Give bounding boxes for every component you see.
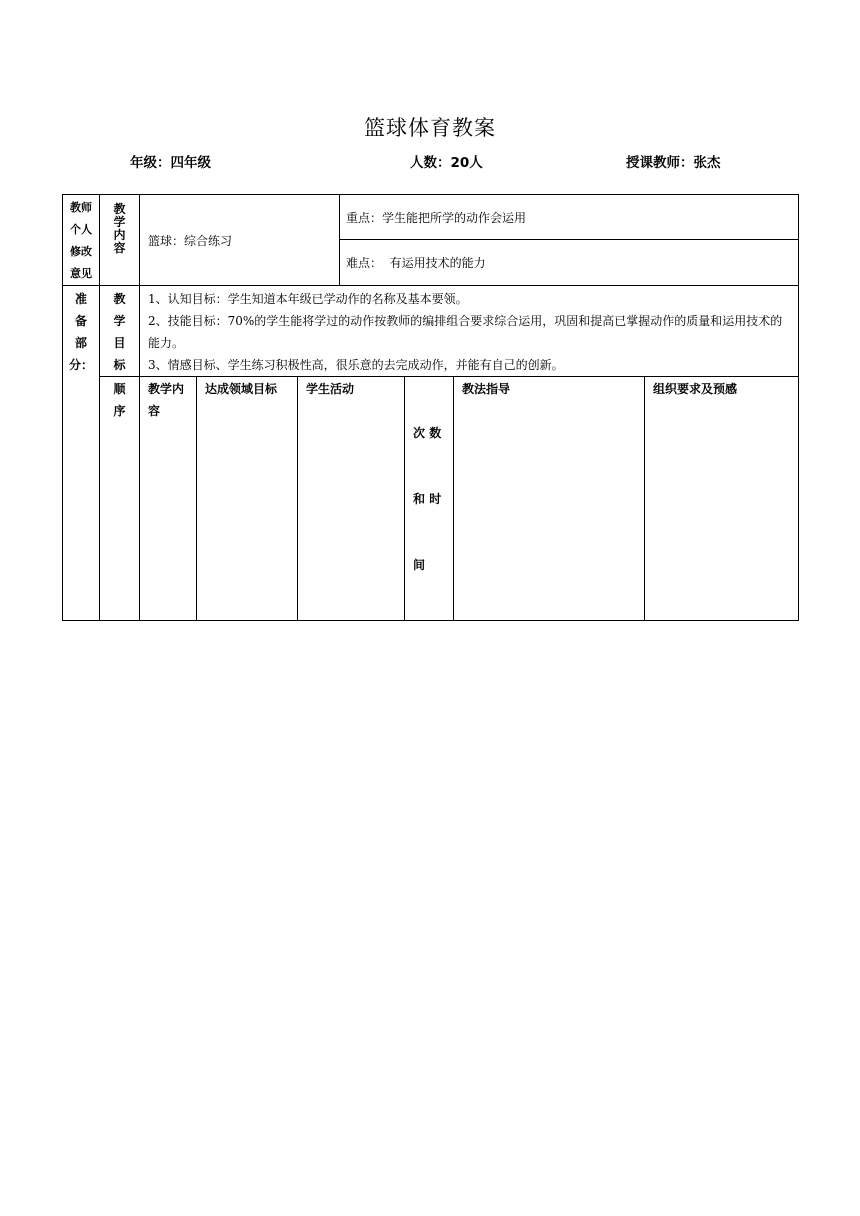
column-order-line: 序 (113, 404, 126, 418)
goals-label-char: 标 (113, 358, 126, 372)
key-point (340, 195, 799, 240)
goals-label (100, 286, 140, 377)
goal-item: 2、技能目标：70%的学生能将学过的动作按教师的编排组合要求综合运用，巩固和提高已掌握动作的质量和运用技术的能力。 (148, 314, 783, 350)
goals-label-char: 目 (113, 336, 126, 350)
column-organization (645, 377, 799, 621)
column-times-line: 间 (413, 558, 426, 572)
prep-label-char: 备 (74, 314, 87, 328)
column-content (140, 377, 197, 621)
column-guidance-text: 教法指导 (462, 382, 511, 396)
prep-section-label (63, 286, 100, 621)
teacher-notes-line: 教师 (70, 201, 92, 214)
column-times-line: 次 数 (413, 426, 442, 440)
column-times (405, 377, 454, 621)
goals-label-char: 教 (113, 292, 126, 306)
key-point-text: 重点：学生能把所学的动作会运用 (346, 210, 527, 225)
column-order-line: 顺 (113, 382, 126, 396)
column-activity (298, 377, 405, 621)
document-title: 篮球体育教案 (364, 116, 496, 140)
column-times-line: 和 时 (413, 492, 442, 506)
teacher-notes-line: 意见 (70, 267, 92, 280)
teacher-notes-line: 个人 (70, 223, 92, 236)
column-content-line: 容 (148, 404, 161, 418)
content-label-char: 内 (113, 228, 126, 242)
teacher-label: 授课教师：张杰 (626, 155, 721, 171)
prep-label-char: 部 (74, 336, 87, 350)
prep-label-char: 准 (74, 292, 87, 306)
content-value-text: 篮球：综合练习 (148, 233, 233, 248)
goals-label-char: 学 (113, 314, 126, 328)
goal-item: 3、情感目标、学生练习积极性高，很乐意的去完成动作，并能有自己的创新。 (148, 358, 564, 372)
lesson-plan-table (62, 194, 799, 621)
column-domain-goal-text: 达成领域目标 (205, 382, 278, 396)
column-order (100, 377, 140, 621)
column-content-line: 教学内 (148, 382, 185, 396)
teacher-notes-label (63, 195, 100, 286)
difficulty (340, 240, 799, 286)
column-domain-goal (197, 377, 298, 621)
teacher-notes-line: 修改 (70, 245, 92, 258)
difficulty-text: 难点： 有运用技术的能力 (346, 256, 486, 270)
column-guidance (454, 377, 645, 621)
column-activity-text: 学生活动 (306, 382, 355, 396)
grade-label: 年级：四年级 (130, 155, 211, 171)
student-count-label: 人数：20人 (410, 155, 483, 171)
content-label (100, 195, 140, 286)
goals-list (140, 286, 799, 377)
content-label-char: 学 (113, 215, 126, 229)
column-organization-text: 组织要求及预感 (653, 382, 738, 396)
content-label-char: 教 (113, 202, 126, 216)
prep-label-char: 分： (68, 358, 93, 372)
content-value (140, 195, 340, 286)
goal-item: 1、认知目标：学生知道本年级已学动作的名称及基本要领。 (148, 292, 468, 306)
content-label-char: 容 (113, 241, 126, 255)
